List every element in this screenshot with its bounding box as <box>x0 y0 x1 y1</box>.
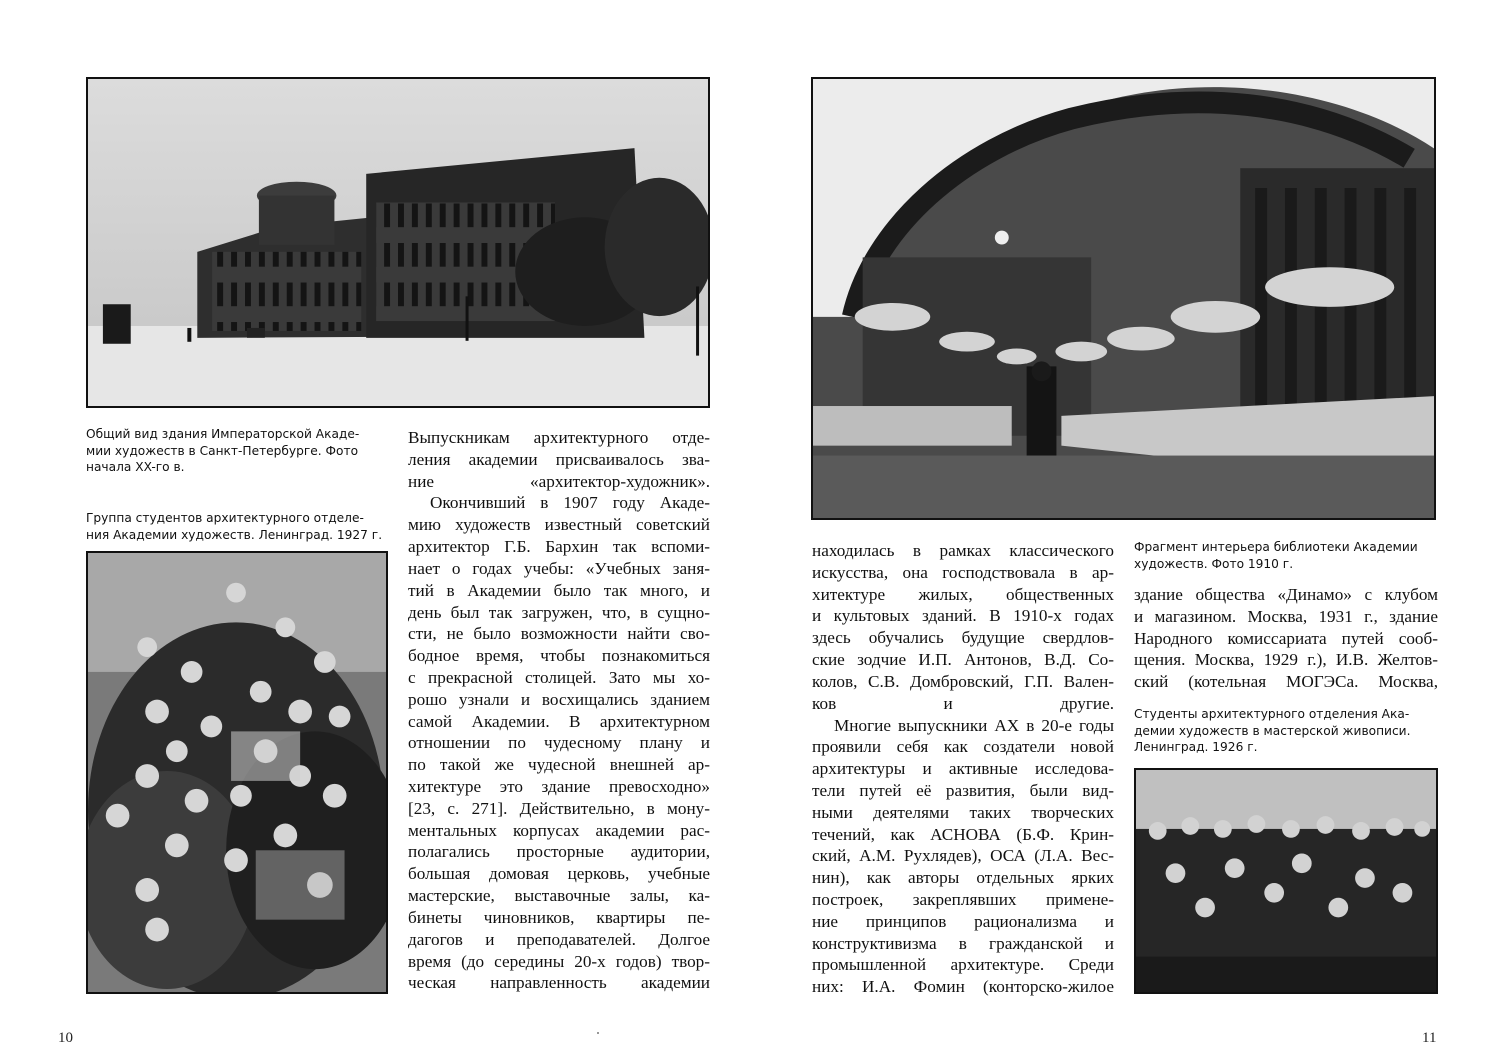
photo-student-group-1926 <box>1136 770 1436 992</box>
paragraph: Выпускникам архитектурного отде- ления академии присваивалось зва- ние «архитектор-художник». <box>408 428 710 491</box>
left-page-text-column <box>408 427 710 994</box>
gutter-mark <box>597 1032 599 1034</box>
paragraph: Многие выпускники АХ в 20-е годы проявили себя как создатели новой архитектуры и активные исследова- тели путей её развития, были вид- ными деятелями таких творческих течений, как АСНОВА (Б.Ф. Крин- ский, А.М. Рухлядев), ОСА (Л.А. Вес- нин), как авторы отдельных ярких построек, закреплявших примене- ние принципов рационализма и конструктивизма в гражданской и промышленной архитектуре. Среди них: И.А. Фомин (конторско-жилое <box>812 715 1114 997</box>
library-photo-caption: Фрагмент интерьера библиотеки Академии художеств. Фото 1910 г. <box>1134 540 1418 571</box>
library-interior-photo <box>811 77 1436 520</box>
paragraph: находилась в рамках классического искусства, она господствовала в ар- хитектуре жилых, общественных и культовых зданий. В 1910-х годах здесь обучались будущие свердлов- ские зодчие И.П. Антонов, В.Д. Со- колов, С.В. Домбровский, Г.П. Вален- ков и другие. <box>812 541 1114 713</box>
photo-student-group-1927 <box>88 553 386 992</box>
academy-building-photo <box>86 77 710 408</box>
students-1926-photo <box>1134 768 1438 994</box>
paragraph: Окончивший в 1907 году Акаде- мию художеств известный советский архитектор Г.Б. Бархин так вспоми- нает о годах учебы: «Учебных заня- тий в Академии было так много, и день был так загружен, что, в сущно- сти, не было возможности найти сво- бодное время, чтобы познакомиться с прекрасной столицей. Зато мы хо- рошо узнали и восхищались зданием самой Академии. В архитектурном отношении по чудесному плану и по такой же чудесной внешней ар- хитектуре это здание превосходно» [23, с. 271]. Действительно, в мону- ментальных корпусах академии рас- полагались просторные аудитории, большая домовая церковь, учебные мастерские, выставочные залы, ка- бинеты чиновников, квартиры пе- дагогов и преподавателей. Долгое время (до середины 20-х годов) твор- ческая направленность академии <box>408 493 710 993</box>
students-1927-photo <box>86 551 388 994</box>
paragraph: здание общества «Динамо» с клубом и магазином. Москва, 1931 г., здание Народного комиссариата путей сооб- щения. Москва, 1929 г.), И.В. Желтов- ский (котельная МОГЭСа. Москва, <box>1134 585 1438 692</box>
students-photo-caption: Группа студентов архитектурного отделе- ния Академии художеств. Ленинград. 1927 г. <box>86 511 383 542</box>
right-page-text-column-1 <box>812 540 1114 998</box>
workshop-photo-caption: Студенты архитектурного отделения Ака- демии художеств в мастерской живописи. Ленинград. 1926 г. <box>1134 707 1411 754</box>
right-page-text-column-2 <box>1134 584 1438 693</box>
building-photo-caption: Общий вид здания Императорской Акаде- мии художеств в Санкт-Петербурге. Фото начала XX-го в. <box>86 427 360 474</box>
photo-academy-building <box>88 79 708 406</box>
page-number-right: 11 <box>1422 1030 1437 1046</box>
page-number-left: 10 <box>58 1030 73 1046</box>
photo-library-interior <box>813 79 1434 518</box>
